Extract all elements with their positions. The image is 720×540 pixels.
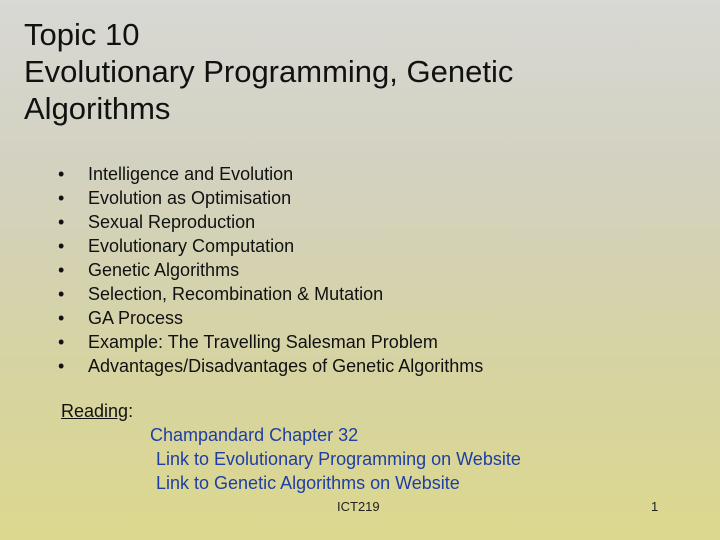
bullet-text: Sexual Reproduction [88, 212, 256, 232]
bullet-text: Evolution as Optimisation [88, 188, 292, 208]
bullet-text: Advantages/Disadvantages of Genetic Algorithms [88, 356, 484, 376]
slide-number: 1 [651, 499, 659, 514]
bullet-marker: • [58, 308, 65, 328]
bullet-marker: • [58, 356, 65, 376]
bullet-text: Intelligence and Evolution [88, 164, 294, 184]
bullet-text: Selection, Recombination & Mutation [88, 284, 384, 304]
slide-title [24, 16, 704, 127]
genetic-algorithms-link[interactable]: Link to Genetic Algorithms on Website [156, 473, 460, 493]
bullet-marker: • [58, 284, 65, 304]
bullet-text: Evolutionary Computation [88, 236, 295, 256]
title-line-1: Topic 10 [24, 17, 140, 52]
bullet-marker: • [58, 236, 65, 256]
bullet-marker: • [58, 212, 65, 232]
reading-label: Reading [61, 401, 129, 421]
title-line-2: Evolutionary Programming, Genetic [24, 54, 514, 89]
bullet-marker: • [58, 188, 65, 208]
bullet-marker: • [58, 164, 65, 184]
footer-course-code: ICT219 [337, 499, 380, 514]
reading-book: Champandard Chapter 32 [150, 425, 359, 445]
bullet-text: Genetic Algorithms [88, 260, 240, 280]
bullet-text: GA Process [88, 308, 184, 328]
evolutionary-programming-link[interactable]: Link to Evolutionary Programming on Website [156, 449, 521, 469]
bullet-marker: • [58, 332, 65, 352]
bullet-marker: • [58, 260, 65, 280]
title-line-3: Algorithms [24, 91, 171, 126]
reading-colon: : [128, 401, 134, 421]
reading-heading [61, 399, 133, 423]
bullet-text: Example: The Travelling Salesman Problem [88, 332, 438, 352]
